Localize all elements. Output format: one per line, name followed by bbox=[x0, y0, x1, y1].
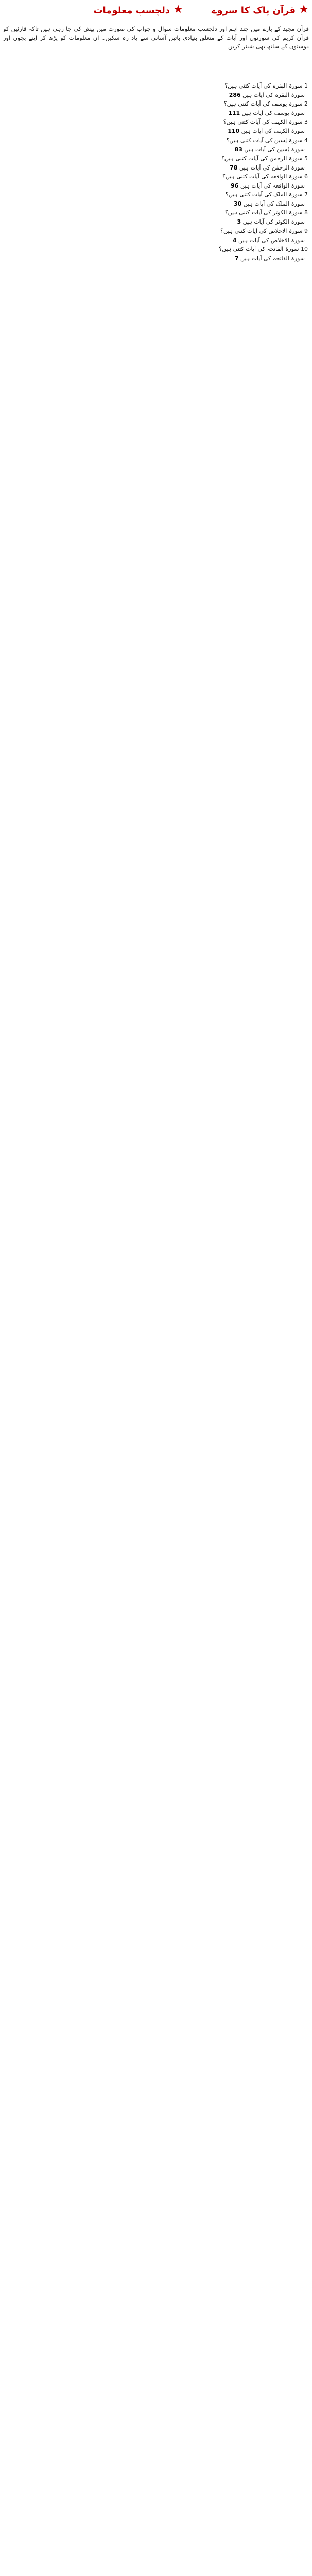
qa-item bbox=[0, 117, 312, 135]
answer-text: سورۃ الملک کی آیات ہیں bbox=[241, 200, 305, 208]
question bbox=[4, 190, 308, 199]
answer-text: سورۃ الکہف کی آیات ہیں bbox=[239, 128, 305, 135]
question-text: سورۃ الواقعہ کی آیات کتنی ہیں؟ bbox=[222, 173, 304, 180]
question bbox=[4, 117, 308, 127]
answer bbox=[4, 199, 308, 208]
question bbox=[4, 81, 308, 91]
answer-value: 110 bbox=[228, 128, 240, 135]
answer bbox=[4, 254, 308, 263]
answer-value: 4 bbox=[232, 236, 237, 244]
qa-item bbox=[0, 245, 312, 263]
answer-text: سورۃ الرحمٰن کی آیات ہیں bbox=[237, 164, 305, 171]
qa-item bbox=[0, 99, 312, 117]
answer-text: سورۃ یوسف کی آیات ہیں bbox=[240, 110, 305, 117]
answer-value: 30 bbox=[233, 200, 242, 208]
answer-value: 83 bbox=[234, 146, 242, 153]
question-text: سورۃ یوسف کی آیات کتنی ہیں؟ bbox=[223, 100, 304, 108]
question bbox=[4, 136, 308, 145]
answer bbox=[4, 217, 308, 226]
qa-item bbox=[0, 190, 312, 208]
page-header bbox=[0, 3, 312, 21]
question bbox=[4, 208, 308, 217]
qa-list bbox=[0, 81, 312, 263]
qa-item bbox=[0, 208, 312, 226]
star-icon: ★ bbox=[299, 3, 309, 16]
qa-item bbox=[0, 227, 312, 245]
answer bbox=[4, 163, 308, 172]
question-number: 5 bbox=[304, 155, 308, 162]
answer-text: سورۃ البقرہ کی آیات ہیں bbox=[240, 92, 305, 98]
answer-value: 78 bbox=[230, 164, 238, 171]
question-text: سورۃ الکوثر کی آیات کتنی ہیں؟ bbox=[224, 209, 304, 216]
answer-value: 96 bbox=[231, 182, 239, 189]
qa-item bbox=[0, 81, 312, 99]
question bbox=[4, 172, 308, 181]
answer-value: 3 bbox=[237, 218, 241, 226]
answer-value: 111 bbox=[228, 110, 240, 117]
answer-text: سورۃ الاخلاص کی آیات ہیں bbox=[236, 236, 305, 244]
answer-value: 286 bbox=[229, 92, 241, 98]
answer bbox=[4, 145, 308, 154]
answer-text: سورۃ یٰسین کی آیات ہیں bbox=[242, 146, 305, 153]
page-subtitle: دلچسپ معلومات bbox=[93, 5, 170, 16]
page-title: قرآن پاک کا سروے bbox=[211, 5, 296, 16]
question-number: 9 bbox=[304, 227, 308, 234]
question-number: 3 bbox=[304, 118, 308, 126]
qa-item bbox=[0, 154, 312, 172]
star-icon: ★ bbox=[173, 3, 183, 16]
answer bbox=[4, 236, 308, 245]
question-text: سورۃ یٰسین کی آیات کتنی ہیں؟ bbox=[226, 137, 304, 144]
question-text: سورۃ الملک کی آیات کتنی ہیں؟ bbox=[225, 191, 304, 198]
answer bbox=[4, 181, 308, 190]
answer bbox=[4, 91, 308, 99]
question-text: سورۃ الاخلاص کی آیات کتنی ہیں؟ bbox=[220, 227, 304, 234]
question-text: سورۃ الرحمٰن کی آیات کتنی ہیں؟ bbox=[221, 155, 304, 162]
question-number: 6 bbox=[304, 173, 308, 180]
question bbox=[4, 227, 308, 236]
question bbox=[4, 154, 308, 163]
question-number: 7 bbox=[304, 191, 308, 198]
question-text: سورۃ الفاتحہ کی آیات کتنی ہیں؟ bbox=[219, 245, 301, 252]
question bbox=[4, 245, 308, 254]
answer bbox=[4, 127, 308, 135]
intro-paragraph: قرآن مجید کے بارے میں چند اہم اور دلچسپ معلومات سوال و جواب کی صورت میں پیش کی جا رہی ہیں تاکہ قارئین کو قرآن کریم کی سورتوں اور آیات کے متعلق بنیادی باتیں آسانی سے یاد رہ سکیں۔ ان معلومات کو پڑھ کر اپنے بچوں اور دوستوں کے ساتھ بھی شیئر کریں۔ bbox=[3, 25, 309, 50]
answer bbox=[4, 109, 308, 117]
answer-text: سورۃ الکوثر کی آیات ہیں bbox=[241, 218, 305, 226]
question-number: 2 bbox=[304, 100, 308, 108]
question-number: 8 bbox=[304, 209, 308, 216]
qa-item bbox=[0, 172, 312, 190]
question-number: 1 bbox=[304, 82, 308, 89]
question-text: سورۃ الکہف کی آیات کتنی ہیں؟ bbox=[223, 118, 304, 126]
answer-text: سورۃ الفاتحہ کی آیات ہیں bbox=[238, 255, 305, 262]
question bbox=[4, 99, 308, 109]
qa-item bbox=[0, 136, 312, 154]
question-number: 4 bbox=[304, 137, 308, 144]
answer-text: سورۃ الواقعہ کی آیات ہیں bbox=[238, 182, 305, 189]
question-number: 10 bbox=[301, 245, 308, 252]
question-text: سورۃ البقرہ کی آیات کتنی ہیں؟ bbox=[224, 82, 304, 89]
answer-value: 7 bbox=[234, 255, 239, 262]
